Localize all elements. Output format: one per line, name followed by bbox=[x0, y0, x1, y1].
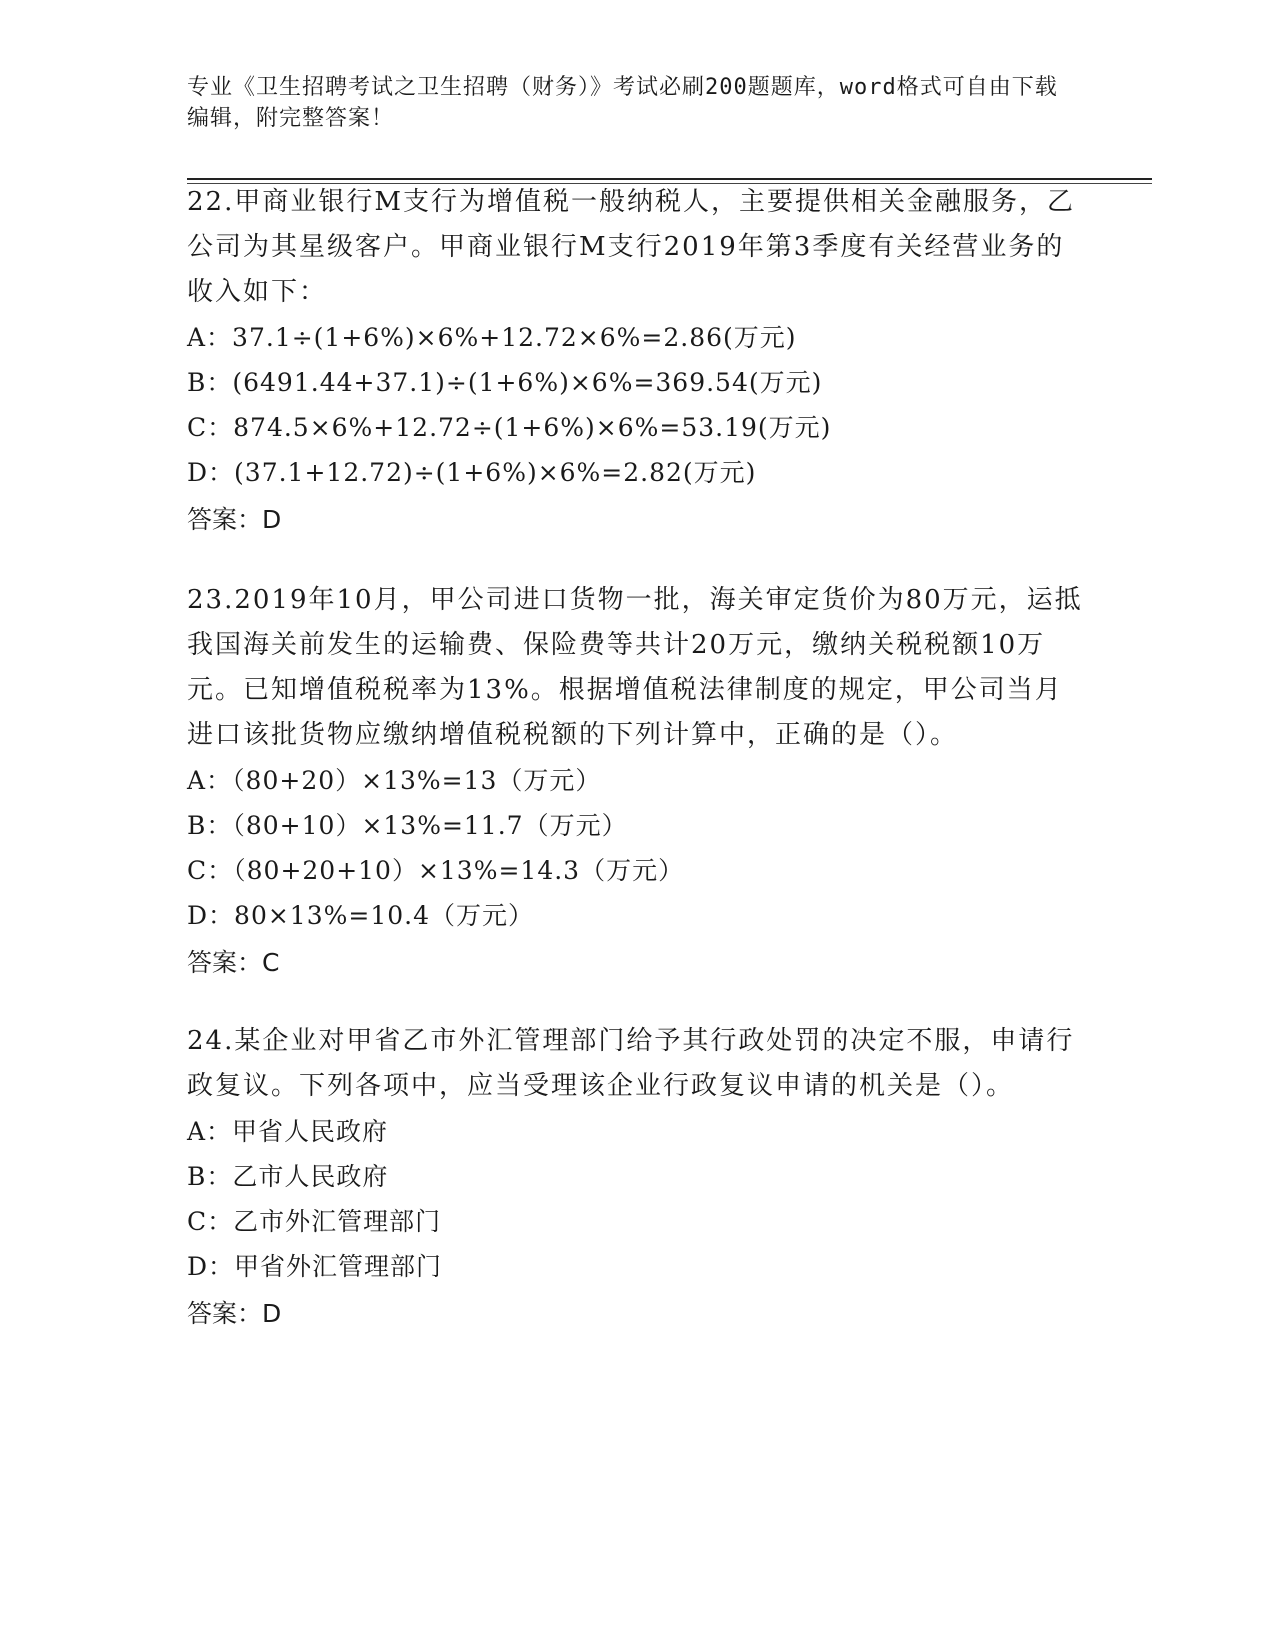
document-header: 专业《卫生招聘考试之卫生招聘（财务）》考试必刷200题题库，word格式可自由下载编辑，附完整答案！ bbox=[187, 75, 1058, 131]
question-stem: 22.甲商业银行M支行为增值税一般纳税人，主要提供相关金融服务，乙公司为其星级客户。甲商业银行M支行2019年第3季度有关经营业务的收入如下： bbox=[187, 187, 1075, 307]
option-b: B：(6491.44+37.1)÷(1+6%)×6%=369.54(万元) bbox=[187, 368, 823, 397]
option-b: B：乙市人民政府 bbox=[187, 1162, 389, 1191]
option-list bbox=[187, 758, 1087, 938]
question-24 bbox=[187, 1019, 1087, 1336]
option-d: D：甲省外汇管理部门 bbox=[187, 1252, 443, 1281]
option-list bbox=[187, 315, 1087, 495]
option-d: D：(37.1+12.72)÷(1+6%)×6%=2.82(万元) bbox=[187, 458, 757, 487]
option-list bbox=[187, 1109, 1087, 1289]
option-c: C：874.5×6%+12.72÷(1+6%)×6%=53.19(万元) bbox=[187, 413, 832, 442]
option-c: C：乙市外汇管理部门 bbox=[187, 1207, 442, 1236]
option-a: A：37.1÷(1+6%)×6%+12.72×6%=2.86(万元) bbox=[187, 323, 797, 352]
option-c: C：（80+20+10）×13%=14.3（万元） bbox=[187, 856, 685, 885]
question-22 bbox=[187, 180, 1087, 542]
question-23 bbox=[187, 578, 1087, 985]
option-b: B：（80+10）×13%=11.7（万元） bbox=[187, 811, 628, 840]
answer-label: 答案：D bbox=[187, 1299, 282, 1328]
question-stem: 23.2019年10月，甲公司进口货物一批，海关审定货价为80万元，运抵我国海关前发生的运输费、保险费等共计20万元，缴纳关税税额10万元。已知增值税税率为13%。根据增值税法律制度的规定，甲公司当月进口该批货物应缴纳增值税税额的下列计算中，正确的是（）。 bbox=[187, 585, 1083, 750]
answer-label: 答案：C bbox=[187, 948, 280, 977]
option-a: A：（80+20）×13%=13（万元） bbox=[187, 766, 602, 795]
option-d: D：80×13%=10.4（万元） bbox=[187, 901, 534, 930]
answer-label: 答案：D bbox=[187, 505, 282, 534]
question-stem: 24.某企业对甲省乙市外汇管理部门给予其行政处罚的决定不服，申请行政复议。下列各项中，应当受理该企业行政复议申请的机关是（）。 bbox=[187, 1026, 1075, 1101]
option-a: A：甲省人民政府 bbox=[187, 1117, 389, 1146]
